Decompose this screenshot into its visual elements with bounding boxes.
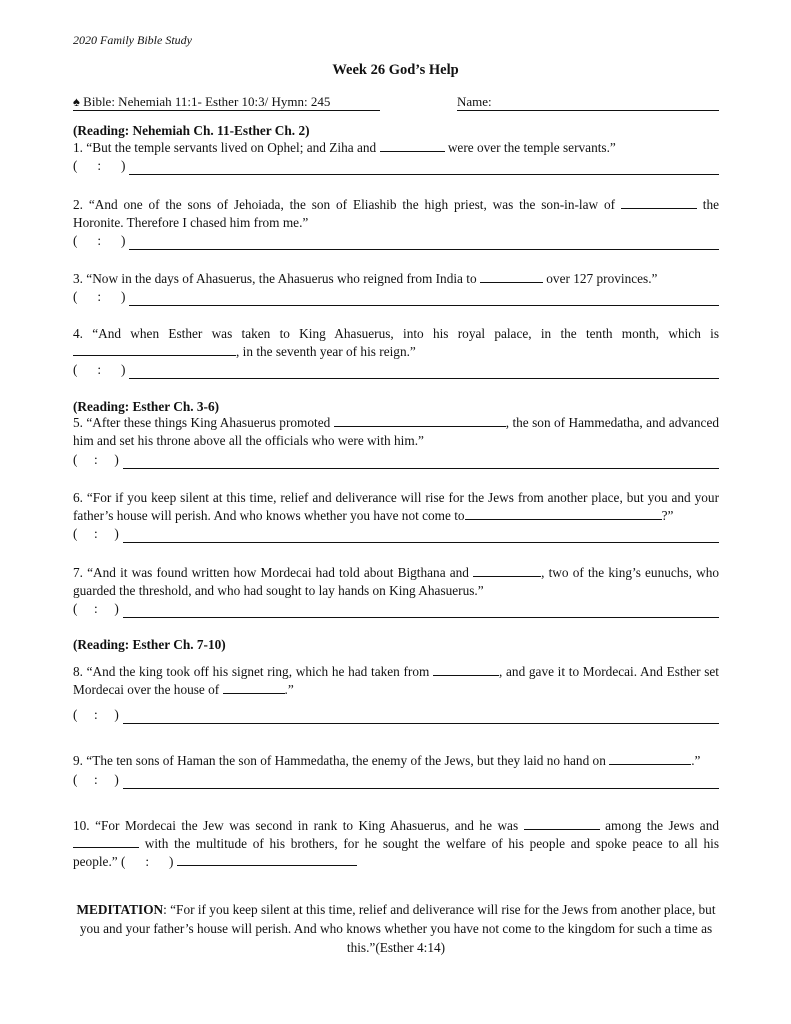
verse-reference-line[interactable] xyxy=(73,600,719,618)
meditation-text: : “For if you keep silent at this time, relief and deliverance will rise for the Jews from another place, but you and your father’s house will perish. And who knows whether you have not come to the kingdom for such a time as this.”(Esther 4:14) xyxy=(79,902,716,955)
verse-reference-blank[interactable] xyxy=(129,236,719,250)
answer-blank[interactable] xyxy=(473,564,541,577)
meditation-label: MEDITATION xyxy=(76,902,164,917)
question-6 xyxy=(73,489,719,525)
verse-reference-line[interactable] xyxy=(73,157,719,175)
question-8-text-end: .” xyxy=(284,682,294,697)
question-3 xyxy=(73,270,719,288)
verse-reference-placeholder: ( : ) xyxy=(73,707,119,722)
question-10-text-end: with the multitude of his brothers, for he sought the welfare of his people and spoke peace to all his people.” xyxy=(73,836,719,869)
verse-reference-placeholder: ( : ) xyxy=(121,854,174,869)
answer-blank[interactable] xyxy=(334,414,506,427)
bible-reference-text: Bible: Nehemiah 11:1- Esther 10:3/ Hymn: 245 xyxy=(79,94,331,109)
question-7 xyxy=(73,564,719,600)
bible-reference-line xyxy=(73,94,719,111)
question-5-text: 5. “After these things King Ahasuerus promoted xyxy=(73,415,334,430)
verse-reference-line[interactable] xyxy=(73,288,719,306)
verse-reference-placeholder: ( : ) xyxy=(73,289,126,304)
page-title: Week 26 God’s Help xyxy=(332,62,459,78)
question-8-text: 8. “And the king took off his signet ring, which he had taken from xyxy=(73,664,434,679)
question-6-text: 6. “For if you keep silent at this time, relief and deliverance will rise for the Jews from another place, but you and your father’s house will perish. And who knows whether you have not come to xyxy=(73,490,719,523)
question-7-text: 7. “And it was found written how Mordecai had told about Bigthana and xyxy=(73,565,474,580)
verse-reference-placeholder: ( : ) xyxy=(73,362,126,377)
answer-blank[interactable] xyxy=(609,752,691,765)
verse-reference-line[interactable] xyxy=(73,771,719,789)
question-3-text: 3. “Now in the days of Ahasuerus, the Ahasuerus who reigned from India to xyxy=(73,271,480,286)
question-1 xyxy=(73,139,719,157)
answer-blank[interactable] xyxy=(223,681,285,694)
answer-blank[interactable] xyxy=(480,270,543,283)
section-heading: (Reading: Esther Ch. 7-10) xyxy=(73,637,226,652)
question-9 xyxy=(73,752,719,770)
section-heading: (Reading: Esther Ch. 3-6) xyxy=(73,399,220,414)
question-9-text-end: .” xyxy=(691,753,701,768)
question-2 xyxy=(73,196,719,232)
question-4-text: 4. “And when Esther was taken to King Ahasuerus, into his royal palace, in the tenth month, which is xyxy=(73,326,719,341)
question-6-text-end: ?” xyxy=(661,508,674,523)
answer-blank[interactable] xyxy=(380,139,445,152)
verse-reference-placeholder: ( : ) xyxy=(73,233,126,248)
question-10-text: 10. “For Mordecai the Jew was second in rank to King Ahasuerus, and he was xyxy=(73,818,524,833)
verse-reference-placeholder: ( : ) xyxy=(73,452,119,467)
section-heading: (Reading: Nehemiah Ch. 11-Esther Ch. 2) xyxy=(73,123,310,138)
question-1-text-end: were over the temple servants.” xyxy=(444,140,616,155)
meditation xyxy=(73,900,719,957)
answer-blank[interactable] xyxy=(524,817,600,830)
question-4 xyxy=(73,325,719,361)
verse-reference-blank[interactable] xyxy=(123,455,719,469)
question-7-text-end: , two of the king’s eunuchs, who guarded the threshold, and who had sought to lay hands on King Ahasuerus.” xyxy=(73,565,719,598)
verse-reference-placeholder: ( : ) xyxy=(73,772,119,787)
verse-reference-line[interactable] xyxy=(73,361,719,379)
answer-blank[interactable] xyxy=(621,196,697,209)
answer-blank[interactable] xyxy=(73,343,236,356)
name-label: Name: xyxy=(457,94,492,109)
verse-reference-placeholder: ( : ) xyxy=(73,158,126,173)
verse-reference-blank[interactable] xyxy=(129,365,719,379)
spade-icon: ♠ xyxy=(73,94,80,109)
question-2-text-end: the Horonite. Therefore I chased him from me.” xyxy=(73,197,719,230)
verse-reference-blank[interactable] xyxy=(123,710,719,724)
answer-blank[interactable] xyxy=(465,507,662,520)
question-1-text: 1. “But the temple servants lived on Ophel; and Ziha and xyxy=(73,140,380,155)
question-5 xyxy=(73,414,719,450)
verse-reference-placeholder: ( : ) xyxy=(73,526,119,541)
verse-reference-blank[interactable] xyxy=(123,775,719,789)
bible-reference-field xyxy=(73,94,380,111)
verse-reference-blank[interactable] xyxy=(123,604,719,618)
question-9-text: 9. “The ten sons of Haman the son of Hammedatha, the enemy of the Jews, but they laid no hand on xyxy=(73,753,610,768)
verse-reference-blank[interactable] xyxy=(123,529,719,543)
verse-reference-placeholder: ( : ) xyxy=(73,601,119,616)
name-field[interactable] xyxy=(457,94,719,111)
verse-reference-line[interactable] xyxy=(73,451,719,469)
verse-reference-blank[interactable] xyxy=(177,853,357,866)
question-4-text-end: , in the seventh year of his reign.” xyxy=(236,344,416,359)
header-label: 2020 Family Bible Study xyxy=(73,33,192,47)
verse-reference-line[interactable] xyxy=(73,706,719,724)
question-2-text: 2. “And one of the sons of Jehoiada, the son of Eliashib the high priest, was the son-in-law of xyxy=(73,197,621,212)
question-5-text-end: , the son of Hammedatha, and advanced him and set his throne above all the officials who were with him.” xyxy=(73,415,719,448)
question-8 xyxy=(73,663,719,699)
verse-reference-line[interactable] xyxy=(73,232,719,250)
verse-reference-blank[interactable] xyxy=(129,161,719,175)
question-3-text-end: over 127 provinces.” xyxy=(542,271,658,286)
verse-reference-line[interactable] xyxy=(73,525,719,543)
answer-blank[interactable] xyxy=(73,835,139,848)
answer-blank[interactable] xyxy=(433,663,499,676)
question-10-text-mid: among the Jews and xyxy=(599,818,719,833)
verse-reference-blank[interactable] xyxy=(129,292,719,306)
question-8-text-mid: , and gave it to Mordecai. And Esther set Mordecai over the house of xyxy=(73,664,719,697)
question-10 xyxy=(73,817,719,871)
